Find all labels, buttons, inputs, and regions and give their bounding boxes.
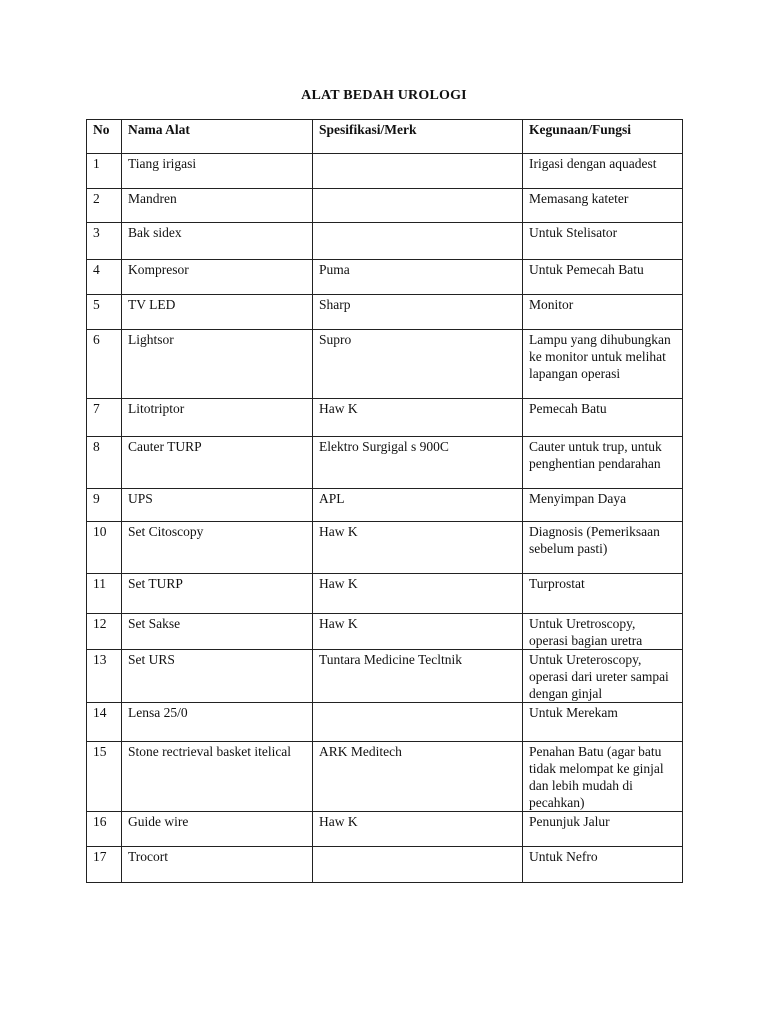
header-no: No bbox=[87, 120, 122, 154]
cell-name: Kompresor bbox=[122, 260, 313, 295]
cell-name: Cauter TURP bbox=[122, 437, 313, 489]
cell-no: 11 bbox=[87, 574, 122, 614]
cell-spec bbox=[313, 189, 523, 223]
cell-function: Turprostat bbox=[523, 574, 683, 614]
cell-function: Irigasi dengan aquadest bbox=[523, 154, 683, 189]
cell-no: 1 bbox=[87, 154, 122, 189]
table-row bbox=[87, 154, 683, 189]
table-row bbox=[87, 650, 683, 703]
cell-name: Lightsor bbox=[122, 330, 313, 399]
cell-name: TV LED bbox=[122, 295, 313, 330]
cell-no: 9 bbox=[87, 489, 122, 522]
header-function: Kegunaan/Fungsi bbox=[523, 120, 683, 154]
cell-spec: Elektro Surgigal s 900C bbox=[313, 437, 523, 489]
cell-function: Untuk Stelisator bbox=[523, 223, 683, 260]
cell-no: 16 bbox=[87, 812, 122, 847]
cell-no: 15 bbox=[87, 742, 122, 812]
table-row bbox=[87, 812, 683, 847]
cell-name: Mandren bbox=[122, 189, 313, 223]
cell-no: 14 bbox=[87, 703, 122, 742]
header-spec: Spesifikasi/Merk bbox=[313, 120, 523, 154]
table-row bbox=[87, 223, 683, 260]
cell-spec: Haw K bbox=[313, 399, 523, 437]
cell-name: Guide wire bbox=[122, 812, 313, 847]
cell-spec: Tuntara Medicine Tecltnik bbox=[313, 650, 523, 703]
cell-no: 2 bbox=[87, 189, 122, 223]
table-row bbox=[87, 614, 683, 650]
cell-function: Cauter untuk trup, untuk penghentian pendarahan bbox=[523, 437, 683, 489]
cell-no: 8 bbox=[87, 437, 122, 489]
table-row bbox=[87, 260, 683, 295]
cell-name: Trocort bbox=[122, 847, 313, 883]
cell-no: 17 bbox=[87, 847, 122, 883]
cell-spec: Haw K bbox=[313, 812, 523, 847]
cell-name: Stone rectrieval basket itelical bbox=[122, 742, 313, 812]
table-row bbox=[87, 295, 683, 330]
cell-function: Untuk Merekam bbox=[523, 703, 683, 742]
cell-function: Memasang kateter bbox=[523, 189, 683, 223]
table-row bbox=[87, 399, 683, 437]
cell-no: 10 bbox=[87, 522, 122, 574]
table-row bbox=[87, 522, 683, 574]
tools-table bbox=[86, 119, 683, 883]
cell-function: Menyimpan Daya bbox=[523, 489, 683, 522]
cell-function: Penahan Batu (agar batu tidak melompat ke ginjal dan lebih mudah di pecahkan) bbox=[523, 742, 683, 812]
cell-no: 4 bbox=[87, 260, 122, 295]
cell-name: Lensa 25/0 bbox=[122, 703, 313, 742]
cell-function: Untuk Ureteroscopy, operasi dari ureter sampai dengan ginjal bbox=[523, 650, 683, 703]
cell-function: Lampu yang dihubungkan ke monitor untuk melihat lapangan operasi bbox=[523, 330, 683, 399]
cell-name: Set URS bbox=[122, 650, 313, 703]
cell-spec: Haw K bbox=[313, 522, 523, 574]
cell-no: 3 bbox=[87, 223, 122, 260]
cell-function: Untuk Pemecah Batu bbox=[523, 260, 683, 295]
cell-name: Tiang irigasi bbox=[122, 154, 313, 189]
cell-function: Pemecah Batu bbox=[523, 399, 683, 437]
table-row bbox=[87, 847, 683, 883]
cell-name: Set Sakse bbox=[122, 614, 313, 650]
cell-name: UPS bbox=[122, 489, 313, 522]
cell-name: Set TURP bbox=[122, 574, 313, 614]
cell-function: Untuk Nefro bbox=[523, 847, 683, 883]
table-row bbox=[87, 189, 683, 223]
cell-spec: Sharp bbox=[313, 295, 523, 330]
cell-spec bbox=[313, 223, 523, 260]
table-row bbox=[87, 703, 683, 742]
cell-function: Diagnosis (Pemeriksaan sebelum pasti) bbox=[523, 522, 683, 574]
header-name: Nama Alat bbox=[122, 120, 313, 154]
cell-function: Monitor bbox=[523, 295, 683, 330]
cell-spec: Puma bbox=[313, 260, 523, 295]
cell-no: 7 bbox=[87, 399, 122, 437]
table-row bbox=[87, 330, 683, 399]
cell-spec: Supro bbox=[313, 330, 523, 399]
table-row bbox=[87, 742, 683, 812]
table-row bbox=[87, 574, 683, 614]
cell-name: Litotriptor bbox=[122, 399, 313, 437]
cell-no: 13 bbox=[87, 650, 122, 703]
page-title: ALAT BEDAH UROLOGI bbox=[301, 88, 467, 103]
cell-spec: Haw K bbox=[313, 574, 523, 614]
table-row bbox=[87, 489, 683, 522]
table-header-row bbox=[87, 120, 683, 154]
cell-no: 5 bbox=[87, 295, 122, 330]
cell-spec bbox=[313, 154, 523, 189]
cell-function: Untuk Uretroscopy, operasi bagian uretra bbox=[523, 614, 683, 650]
cell-spec bbox=[313, 847, 523, 883]
cell-name: Bak sidex bbox=[122, 223, 313, 260]
cell-no: 6 bbox=[87, 330, 122, 399]
table-row bbox=[87, 437, 683, 489]
cell-no: 12 bbox=[87, 614, 122, 650]
cell-name: Set Citoscopy bbox=[122, 522, 313, 574]
cell-spec: Haw K bbox=[313, 614, 523, 650]
cell-spec: APL bbox=[313, 489, 523, 522]
cell-function: Penunjuk Jalur bbox=[523, 812, 683, 847]
cell-spec: ARK Meditech bbox=[313, 742, 523, 812]
cell-spec bbox=[313, 703, 523, 742]
